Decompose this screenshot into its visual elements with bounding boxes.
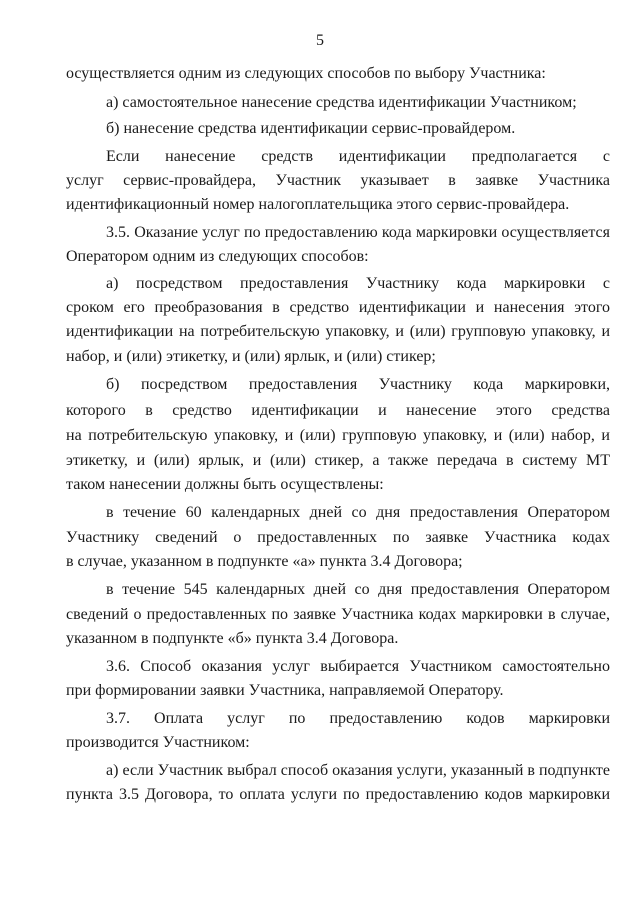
paragraph-line: в течение 545 календарных дней со дня предоставления Оператором	[106, 581, 610, 598]
paragraph-line: которого в средство идентификации и нанесение этого средства	[66, 402, 610, 419]
paragraph-line: а) самостоятельное нанесение средства идентификации Участником;	[106, 94, 577, 111]
paragraph-line: таком нанесении должны быть осуществлены:	[66, 476, 384, 493]
paragraph-line: сроком его преобразования в средство идентификации и нанесения этого	[66, 299, 610, 316]
paragraph-line: б) нанесение средства идентификации сервис-провайдером.	[106, 120, 516, 137]
paragraph-line: 3.6. Способ оказания услуг выбирается Участником самостоятельно	[106, 658, 610, 675]
paragraph-line: 3.5. Оказание услуг по предоставлению кода маркировки осуществляется	[106, 224, 610, 241]
paragraph-line: услуг сервис-провайдера, Участник указывает в заявке Участника	[66, 172, 610, 189]
paragraph-line: б) посредством предоставления Участнику кода маркировки,	[106, 376, 610, 393]
paragraph-line: сведений о предоставленных по заявке Участника кодах маркировки в случае,	[66, 606, 610, 623]
paragraph-line: Участнику сведений о предоставленных по заявке Участника кодах	[66, 529, 610, 546]
paragraph-line: осуществляется одним из следующих способов по выбору Участника:	[66, 65, 546, 82]
page-number: 5	[316, 32, 324, 49]
paragraph-line: пункта 3.5 Договора, то оплата услуги по предоставлению кодов маркировки	[66, 786, 610, 803]
paragraph-line: набор, и (или) этикетку, и (или) ярлык, и (или) стикер;	[66, 348, 436, 365]
paragraph-line: при формировании заявки Участника, направляемой Оператору.	[66, 682, 504, 699]
paragraph-line: в течение 60 календарных дней со дня предоставления Оператором	[106, 504, 610, 521]
paragraph-line: 3.7. Оплата услуг по предоставлению кодов маркировки	[106, 710, 610, 727]
paragraph-line: Оператором одним из следующих способов:	[66, 248, 369, 265]
paragraph-line: указанном в подпункте «б» пункта 3.4 Договора.	[66, 630, 399, 647]
paragraph-line: Если нанесение средств идентификации предполагается с	[106, 148, 610, 165]
paragraph-line: идентификации на потребительскую упаковку, и (или) групповую упаковку, и	[66, 323, 610, 340]
paragraph-line: этикетку, и (или) ярлык, и (или) стикер, а также передача в систему МТ	[66, 452, 610, 469]
paragraph-line: производится Участником:	[66, 734, 250, 751]
paragraph-line: а) посредством предоставления Участнику кода маркировки с	[106, 275, 610, 292]
paragraph-line: идентификационный номер налогоплательщика этого сервис-провайдера.	[66, 196, 570, 213]
paragraph-line: на потребительскую упаковку, и (или) групповую упаковку, и (или) набор, и	[66, 427, 610, 444]
paragraph-line: в случае, указанном в подпункте «а» пункта 3.4 Договора;	[66, 553, 463, 570]
paragraph-line: а) если Участник выбрал способ оказания услуги, указанный в подпункте	[106, 762, 610, 779]
